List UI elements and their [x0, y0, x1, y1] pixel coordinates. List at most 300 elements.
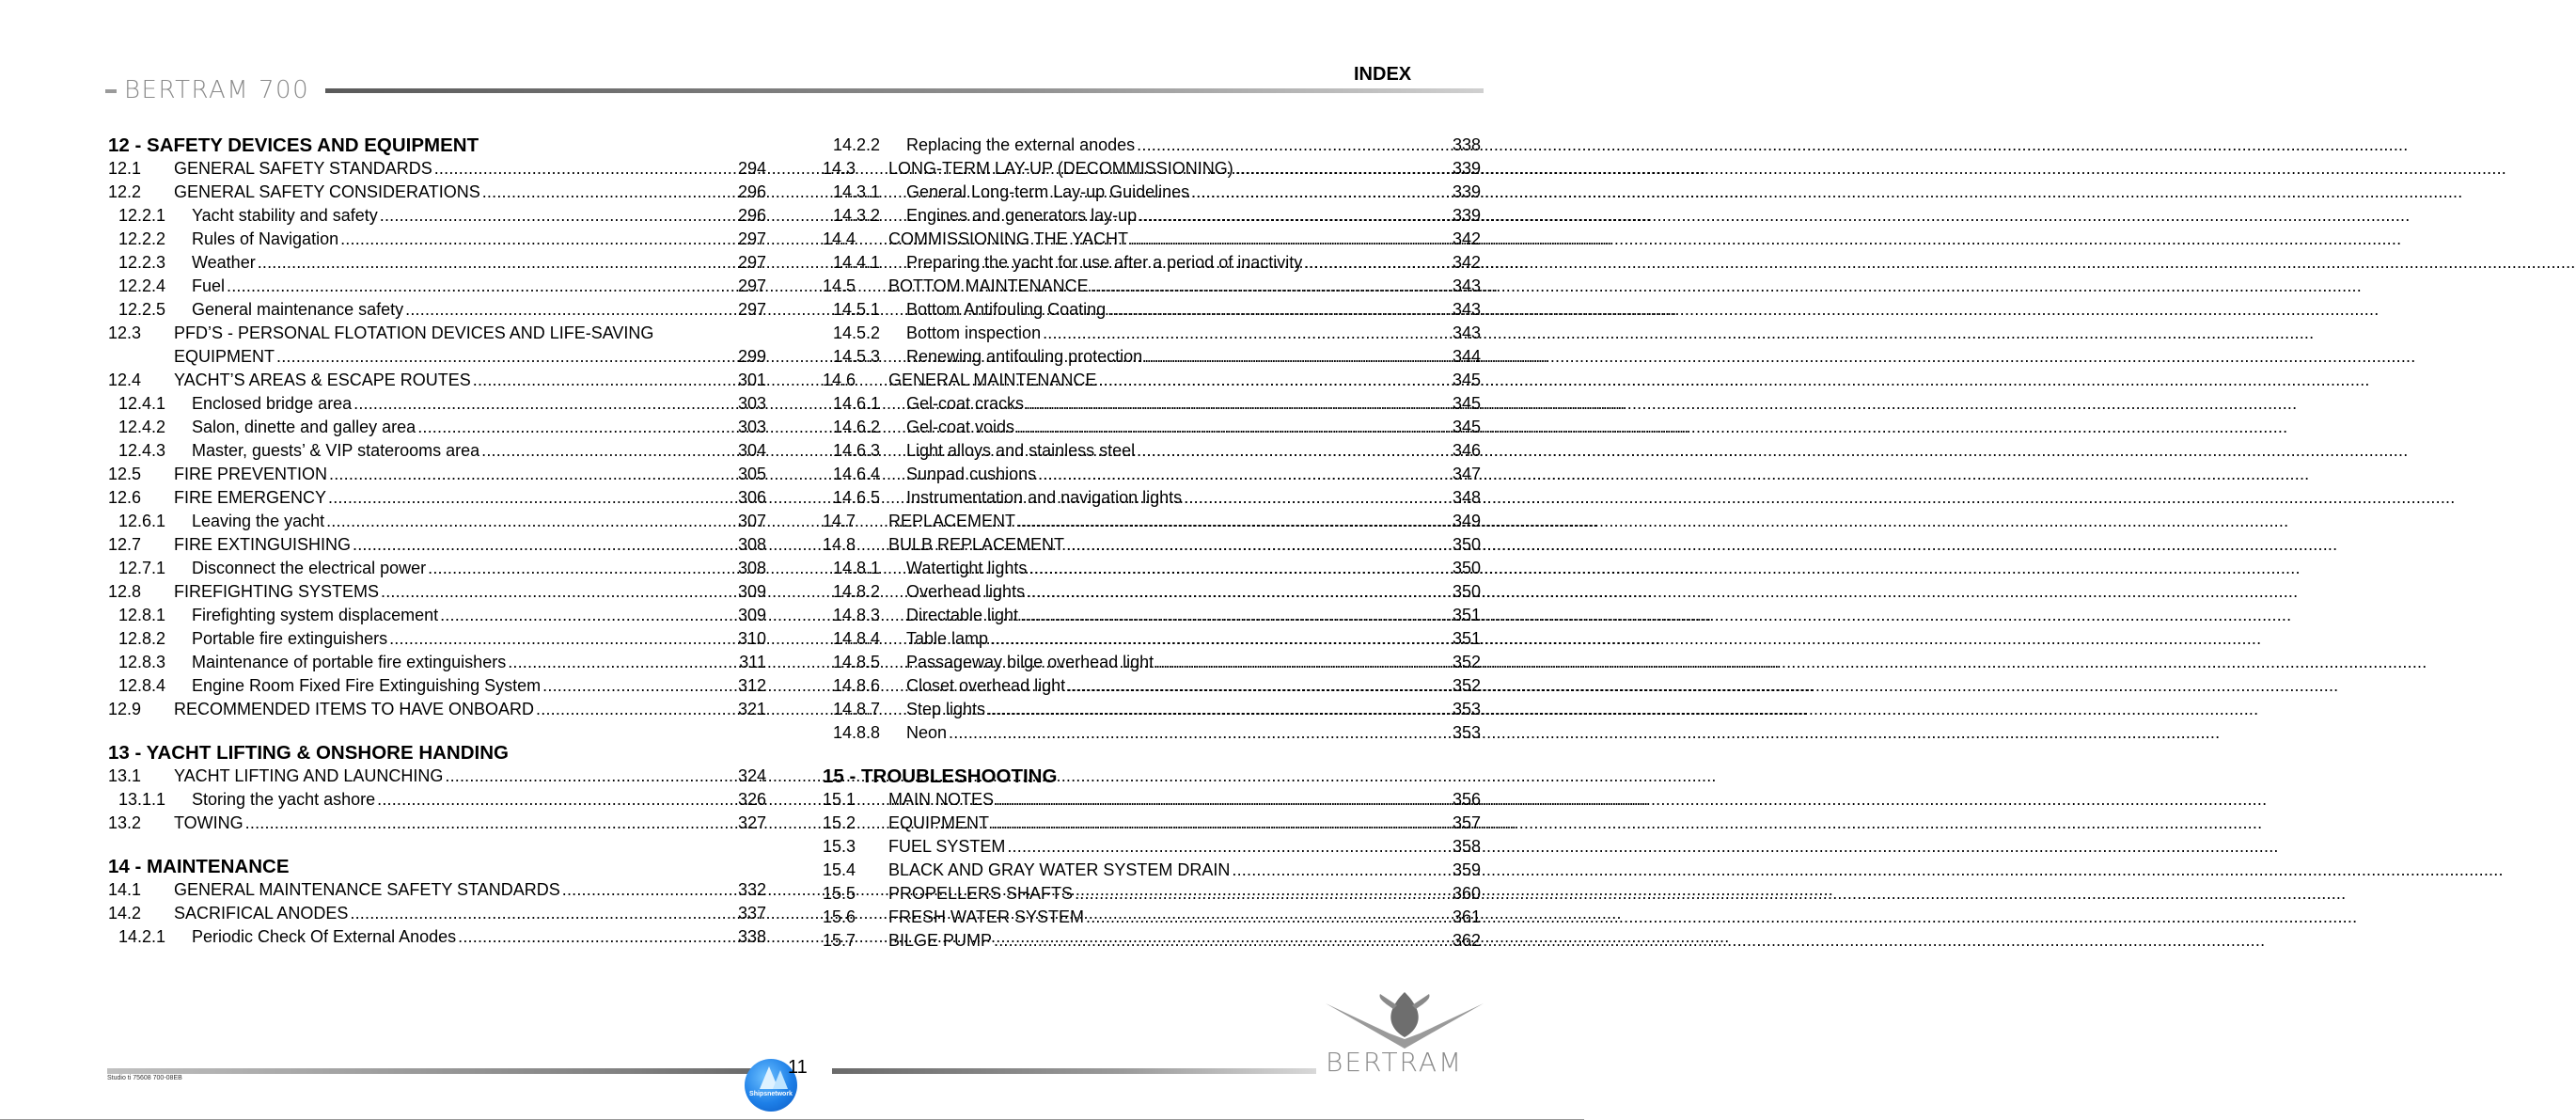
toc-entry-number: 14.6: [823, 371, 856, 389]
toc-entry-page: 358: [1452, 837, 1481, 856]
dot-leader: [1232, 859, 1451, 882]
toc-entry-title: GENERAL MAINTENANCE: [888, 371, 1097, 389]
page-number: 11: [788, 1057, 808, 1078]
toc-entry-number: 13.1: [108, 766, 142, 785]
toc-entry-page: 339: [1452, 182, 1481, 201]
toc-entry[interactable]: [108, 878, 766, 902]
toc-entry-number: 14.5.3: [833, 347, 881, 366]
toc-left-column: [108, 134, 766, 949]
toc-entry-title: TOWING: [174, 813, 243, 832]
toc-entry-title: Storing the yacht ashore: [192, 790, 376, 809]
toc-entry-page: 352: [1452, 676, 1481, 695]
dot-leader: [994, 929, 1451, 953]
toc-entry-page: 343: [1452, 300, 1481, 319]
dot-leader: [329, 463, 736, 486]
toc-entry-page: 324: [737, 766, 766, 785]
toc-entry-title: Table lamp: [906, 629, 989, 648]
toc-entry-title: GENERAL SAFETY CONSIDERATIONS: [174, 182, 480, 201]
toc-entry-number: 12.6: [108, 488, 142, 507]
toc-entry-title: FIREFIGHTING SYSTEMS: [174, 582, 380, 601]
toc-entry[interactable]: [823, 604, 1481, 627]
toc-entry-number: 12.5: [108, 465, 142, 483]
toc-entry-number: 12.2.4: [118, 276, 166, 295]
toc-entry-number: 12.8.2: [118, 629, 166, 648]
toc-entry-page: 347: [1452, 465, 1481, 483]
footer-rule-right: [832, 1068, 1316, 1074]
dot-leader: [245, 812, 736, 835]
footer-rule-left: [107, 1068, 756, 1074]
toc-entry-number: 15.1: [823, 790, 856, 809]
toc-entry-number: 14.6.5: [833, 488, 881, 507]
watermark-sail-icon: [773, 1070, 788, 1089]
toc-entry-page: 351: [1452, 606, 1481, 624]
toc-entry-title: BOTTOM MAINTENANCE: [888, 276, 1089, 295]
toc-entry-number: 12.8.1: [118, 606, 166, 624]
toc-entry-title: Master, guests’ & VIP staterooms area: [192, 441, 480, 460]
toc-entry-number: 12.9: [108, 700, 142, 718]
dot-leader: [381, 580, 736, 604]
toc-entry-title: FIRE PREVENTION: [174, 465, 328, 483]
toc-entry[interactable]: [823, 416, 1481, 439]
toc-entry[interactable]: [823, 812, 1481, 835]
toc-entry-number: 12.3: [108, 323, 142, 342]
toc-entry-number: 14.2: [108, 904, 142, 923]
toc-entry-title: Directable light: [906, 606, 1019, 624]
toc-entry-number: 14.8: [823, 535, 856, 554]
dot-leader: [1304, 251, 1451, 275]
watermark-text: Shipsnetwork: [749, 1091, 793, 1097]
toc-entry-number: 12.1: [108, 159, 142, 178]
toc-entry-page: 312: [737, 676, 766, 695]
toc-entry-title: Fuel: [192, 276, 226, 295]
toc-entry-page: 309: [737, 582, 766, 601]
dot-leader: [1155, 651, 1451, 674]
toc-entry-page: 346: [1452, 441, 1481, 460]
toc-entry-title-continued: EQUIPMENT: [174, 347, 275, 366]
dot-leader: [445, 765, 736, 788]
toc-entry[interactable]: [108, 416, 766, 439]
toc-entry-page: 344: [1452, 347, 1481, 366]
toc-entry[interactable]: [108, 228, 766, 251]
toc-entry-title: LONG-TERM LAY-UP (DECOMMISSIONING): [888, 159, 1233, 178]
page-title: INDEX: [1354, 64, 1412, 85]
toc-entry-page: 304: [737, 441, 766, 460]
toc-entry-page: 303: [737, 394, 766, 413]
toc-entry[interactable]: [108, 533, 766, 557]
toc-entry[interactable]: [108, 463, 766, 486]
toc-entry[interactable]: [108, 674, 766, 698]
toc-entry[interactable]: [108, 651, 766, 674]
toc-entry[interactable]: [823, 533, 1481, 557]
toc-entry-title: Maintenance of portable fire extinguishers: [192, 653, 507, 671]
toc-entry-title: PROPELLERS SHAFTS: [888, 884, 1074, 903]
toc-entry-page: 339: [1452, 206, 1481, 225]
toc-entry[interactable]: [823, 463, 1481, 486]
toc-right-column: [823, 134, 1481, 953]
dot-leader: [1144, 345, 1451, 369]
toc-entry[interactable]: [823, 580, 1481, 604]
toc-entry[interactable]: [108, 322, 766, 369]
brand-name: BERTRAM 700: [124, 76, 310, 104]
toc-entry-title: Gel-coat voids: [906, 418, 1015, 436]
toc-entry-number: 12.8: [108, 582, 142, 601]
toc-entry[interactable]: [108, 298, 766, 322]
dot-leader: [380, 204, 736, 228]
toc-entry-title: RECOMMENDED ITEMS TO HAVE ONBOARD: [174, 700, 535, 718]
toc-entry[interactable]: [823, 651, 1481, 674]
toc-entry-title: Periodic Check Of External Anodes: [192, 927, 457, 946]
toc-entry-number: 14.8.4: [833, 629, 881, 648]
toc-entry[interactable]: [823, 345, 1481, 369]
toc-entry-number: 15.2: [823, 813, 856, 832]
toc-entry-page: 360: [1452, 884, 1481, 903]
toc-entry-title: Overhead lights: [906, 582, 1026, 601]
dot-leader: [1130, 228, 1451, 251]
toc-entry[interactable]: [823, 557, 1481, 580]
toc-entry[interactable]: [108, 557, 766, 580]
toc-entry[interactable]: [108, 392, 766, 416]
toc-entry-number: 14.4: [823, 229, 856, 248]
toc-entry-number: 15.4: [823, 860, 856, 879]
toc-entry-line: [108, 322, 766, 345]
toc-entry-page: 310: [737, 629, 766, 648]
toc-entry-title: Renewing antifouling protection: [906, 347, 1143, 366]
toc-entry-title: Bottom Antifouling Coating: [906, 300, 1107, 319]
dot-leader: [417, 416, 736, 439]
toc-entry-number: 14.2.1: [118, 927, 166, 946]
toc-entry-title: Weather: [192, 253, 256, 272]
toc-entry-number: 14.4.1: [833, 253, 881, 272]
toc-entry-page: 301: [737, 371, 766, 389]
toc-entry-number: 14.6.2: [833, 418, 881, 436]
toc-entry[interactable]: [108, 925, 766, 949]
toc-entry-page: 306: [737, 488, 766, 507]
toc-entry[interactable]: [108, 439, 766, 463]
toc-entry-number: 12.6.1: [118, 512, 166, 530]
toc-entry-number: 14.6.4: [833, 465, 881, 483]
toc-entry-title: PFD’S - PERSONAL FLOTATION DEVICES AND LIFE-SAVING: [174, 323, 654, 342]
toc-entry[interactable]: [823, 835, 1481, 859]
toc-entry[interactable]: [823, 882, 1481, 906]
dot-leader: [1184, 486, 1451, 510]
toc-entry[interactable]: [823, 251, 1481, 275]
toc-entry-number: 15.3: [823, 837, 856, 856]
toc-entry-page: 345: [1452, 394, 1481, 413]
toc-entry-number: 14.8.8: [833, 723, 881, 742]
toc-entry[interactable]: [823, 486, 1481, 510]
dot-leader: [1038, 463, 1451, 486]
toc-entry-page: 348: [1452, 488, 1481, 507]
toc-entry[interactable]: [823, 929, 1481, 953]
toc-entry-number: 12.2.5: [118, 300, 166, 319]
dot-leader: [1020, 604, 1451, 627]
toc-entry-page: 303: [737, 418, 766, 436]
dot-leader: [1066, 533, 1451, 557]
section-heading: 13 - YACHT LIFTING & ONSHORE HANDING: [108, 742, 509, 764]
toc-entry-number: 14.5.1: [833, 300, 881, 319]
toc-entry-number: 12.4.1: [118, 394, 166, 413]
toc-entry-number: 14.8.2: [833, 582, 881, 601]
dot-leader: [481, 439, 736, 463]
toc-entry-page: 343: [1452, 276, 1481, 295]
toc-entry[interactable]: [108, 510, 766, 533]
toc-entry[interactable]: [823, 157, 1481, 181]
toc-entry-title: FIRE EXTINGUISHING: [174, 535, 352, 554]
dot-leader: [1016, 416, 1451, 439]
toc-entry-title: Disconnect the electrical power: [192, 559, 427, 577]
toc-entry[interactable]: [823, 275, 1481, 298]
toc-entry-page: 350: [1452, 582, 1481, 601]
toc-entry-line: [108, 345, 766, 369]
toc-entry-page: 321: [737, 700, 766, 718]
dot-leader: [1235, 157, 1451, 181]
dot-leader: [428, 557, 736, 580]
dot-leader: [990, 627, 1451, 651]
toc-entry-number: 14.8.3: [833, 606, 881, 624]
toc-entry-title: BULB REPLACEMENT: [888, 535, 1065, 554]
toc-entry-page: 299: [737, 347, 766, 366]
toc-entry[interactable]: [108, 157, 766, 181]
toc-entry[interactable]: [823, 698, 1481, 721]
toc-entry-title: Passageway bilge overhead light: [906, 653, 1154, 671]
toc-entry-title: Sunpad cushions: [906, 465, 1037, 483]
toc-entry-page: 308: [737, 559, 766, 577]
toc-entry[interactable]: [823, 788, 1481, 812]
toc-entry-title: Instrumentation and navigation lights: [906, 488, 1183, 507]
toc-entry-page: 326: [737, 790, 766, 809]
toc-entry-number: 14.6.3: [833, 441, 881, 460]
toc-entry-title: Closet overhead light: [906, 676, 1066, 695]
section-heading: 12 - SAFETY DEVICES AND EQUIPMENT: [108, 134, 479, 156]
dot-leader: [1043, 322, 1451, 345]
dot-leader: [353, 392, 736, 416]
toc-entry-title: Gel-coat cracks: [906, 394, 1025, 413]
toc-entry-number: 14.5: [823, 276, 856, 295]
toc-entry[interactable]: [108, 627, 766, 651]
toc-entry-title: General maintenance safety: [192, 300, 404, 319]
section-heading: 14 - MAINTENANCE: [108, 856, 290, 877]
dot-leader: [1107, 298, 1451, 322]
toc-entry-title: Rules of Navigation: [192, 229, 339, 248]
toc-entry-title: Salon, dinette and galley area: [192, 418, 416, 436]
dot-leader: [508, 651, 737, 674]
dot-leader: [991, 812, 1451, 835]
toc-entry-number: 12.8.3: [118, 653, 166, 671]
toc-entry-number: 14.1: [108, 880, 142, 899]
toc-entry[interactable]: [823, 510, 1481, 533]
toc-entry-title: Leaving the yacht: [192, 512, 325, 530]
dot-leader: [328, 486, 736, 510]
toc-entry-number: 12.2.2: [118, 229, 166, 248]
toc-entry-number: 14.3: [823, 159, 856, 178]
toc-entry-page: 296: [737, 206, 766, 225]
toc-entry-page: 362: [1452, 931, 1481, 950]
dot-leader: [562, 878, 736, 902]
toc-entry-title: Portable fire extinguishers: [192, 629, 388, 648]
toc-entry-title: GENERAL SAFETY STANDARDS: [174, 159, 432, 178]
toc-entry-page: 307: [737, 512, 766, 530]
toc-entry[interactable]: [108, 698, 766, 721]
toc-entry-number: 14.8.1: [833, 559, 881, 577]
toc-entry[interactable]: [823, 906, 1481, 929]
toc-entry[interactable]: [108, 204, 766, 228]
toc-entry[interactable]: [108, 275, 766, 298]
dot-leader: [258, 251, 736, 275]
dot-leader: [1075, 882, 1451, 906]
toc-entry-title: FUEL SYSTEM: [888, 837, 1006, 856]
toc-entry-title: Yacht stability and safety: [192, 206, 378, 225]
toc-entry-title: FIRE EMERGENCY: [174, 488, 327, 507]
dot-leader: [996, 788, 1451, 812]
toc-entry-page: 345: [1452, 371, 1481, 389]
brand-logo: [105, 75, 309, 105]
toc-entry-page: 297: [737, 229, 766, 248]
toc-entry-page: 311: [739, 653, 766, 671]
toc-entry[interactable]: [108, 604, 766, 627]
toc-entry[interactable]: [108, 765, 766, 788]
toc-entry-title: BLACK AND GRAY WATER SYSTEM DRAIN: [888, 860, 1231, 879]
toc-entry-page: 361: [1452, 907, 1481, 926]
toc-entry-number: 12.7.1: [118, 559, 166, 577]
toc-entry-number: 15.6: [823, 907, 856, 926]
toc-entry-number: 14.3.2: [833, 206, 881, 225]
dot-leader: [1091, 275, 1451, 298]
toc-entry-title: Step lights: [906, 700, 986, 718]
toc-entry-number: 14.6.1: [833, 394, 881, 413]
toc-entry-page: 349: [1452, 512, 1481, 530]
dot-leader: [1137, 439, 1451, 463]
toc-entry[interactable]: [108, 181, 766, 204]
toc-entry[interactable]: [108, 369, 766, 392]
dot-leader: [1027, 580, 1451, 604]
dot-leader: [482, 181, 736, 204]
toc-entry-title: Engines and generators lay-up: [906, 206, 1138, 225]
toc-entry-page: 353: [1452, 700, 1481, 718]
dot-leader: [1029, 557, 1451, 580]
toc-entry[interactable]: [823, 204, 1481, 228]
toc-entry-title: Light alloys and stainless steel: [906, 441, 1136, 460]
toc-entry-title: Firefighting system displacement: [192, 606, 439, 624]
toc-entry-number: 14.2.2: [833, 135, 881, 154]
toc-entry[interactable]: [823, 674, 1481, 698]
toc-entry-title: Bottom inspection: [906, 323, 1042, 342]
toc-entry-page: 342: [1452, 229, 1481, 248]
toc-entry[interactable]: [108, 251, 766, 275]
toc-entry-page: 343: [1452, 323, 1481, 342]
dot-leader: [276, 345, 736, 369]
dot-leader: [1098, 369, 1451, 392]
dot-leader: [1067, 674, 1451, 698]
toc-entry-number: 12.4: [108, 371, 142, 389]
dot-leader: [377, 788, 736, 812]
toc-entry-number: 14.5.2: [833, 323, 881, 342]
dot-leader: [340, 228, 736, 251]
toc-entry-title: Engine Room Fixed Fire Extinguishing System: [192, 676, 542, 695]
toc-entry-title: MAIN NOTES: [888, 790, 995, 809]
toc-entry[interactable]: [823, 369, 1481, 392]
toc-entry-page: 357: [1452, 813, 1481, 832]
eagle-logo-icon: [1326, 992, 1484, 1054]
toc-entry-number: 14.8.7: [833, 700, 881, 718]
brand-dash: [105, 89, 117, 93]
dot-leader: [353, 533, 736, 557]
toc-entry[interactable]: [823, 439, 1481, 463]
toc-entry[interactable]: [823, 322, 1481, 345]
toc-entry-number: 14.7: [823, 512, 856, 530]
toc-entry-page: 338: [737, 927, 766, 946]
toc-entry[interactable]: [108, 902, 766, 925]
dot-leader: [1007, 835, 1451, 859]
toc-entry-title: GENERAL MAINTENANCE SAFETY STANDARDS: [174, 880, 560, 899]
toc-entry-number: 14.8.5: [833, 653, 881, 671]
toc-entry-title: Replacing the external anodes: [906, 135, 1136, 154]
toc-entry-number: 14.3.1: [833, 182, 881, 201]
toc-entry[interactable]: [823, 228, 1481, 251]
toc-entry-number: 12.4.2: [118, 418, 166, 436]
toc-entry-title: COMMISSIONING THE YACHT: [888, 229, 1129, 248]
dot-leader: [1191, 181, 1451, 204]
toc-entry-number: 12.8.4: [118, 676, 166, 695]
dot-leader: [440, 604, 736, 627]
toc-entry[interactable]: [108, 580, 766, 604]
dot-leader: [1137, 134, 1451, 157]
toc-entry-page: 297: [737, 300, 766, 319]
toc-entry-page: 353: [1452, 723, 1481, 742]
toc-entry[interactable]: [823, 392, 1481, 416]
toc-entry-title: BILGE PUMP: [888, 931, 993, 950]
toc-entry-number: 12.2.3: [118, 253, 166, 272]
toc-entry-page: 332: [737, 880, 766, 899]
dot-leader: [1026, 392, 1451, 416]
footer-logo-text: BERTRAM: [1326, 1047, 1464, 1078]
toc-entry-number: 13.2: [108, 813, 142, 832]
toc-entry-page: 297: [737, 253, 766, 272]
dot-leader: [949, 721, 1451, 745]
toc-entry[interactable]: [108, 788, 766, 812]
toc-entry-page: 342: [1452, 253, 1481, 272]
toc-entry-page: 345: [1452, 418, 1481, 436]
toc-entry-page: 305: [737, 465, 766, 483]
toc-entry[interactable]: [823, 298, 1481, 322]
dot-leader: [326, 510, 736, 533]
toc-entry[interactable]: [823, 134, 1481, 157]
toc-entry[interactable]: [823, 627, 1481, 651]
toc-entry-page: 327: [737, 813, 766, 832]
toc-entry-page: 351: [1452, 629, 1481, 648]
studio-code: Studio ti 75608 700-08EB: [107, 1075, 182, 1081]
toc-entry[interactable]: [108, 486, 766, 510]
toc-entry-page: 352: [1452, 653, 1481, 671]
toc-entry-number: 13.1.1: [118, 790, 166, 809]
section-heading: 15 - TROUBLESHOOTING: [823, 765, 1058, 787]
toc-entry[interactable]: [823, 181, 1481, 204]
toc-entry-page: 309: [737, 606, 766, 624]
toc-entry[interactable]: [108, 812, 766, 835]
toc-entry[interactable]: [823, 721, 1481, 745]
dot-leader: [1086, 906, 1451, 929]
toc-entry-number: 15.7: [823, 931, 856, 950]
toc-entry[interactable]: [823, 859, 1481, 882]
dot-leader: [473, 369, 736, 392]
toc-entry-title: REPLACEMENT: [888, 512, 1016, 530]
toc-entry-title: FRESH WATER SYSTEM: [888, 907, 1085, 926]
dot-leader: [350, 902, 736, 925]
dot-leader: [405, 298, 736, 322]
dot-leader: [1139, 204, 1451, 228]
dot-leader: [536, 698, 736, 721]
toc-entry-title: General Long-term Lay-up Guidelines: [906, 182, 1190, 201]
toc-entry-page: 296: [737, 182, 766, 201]
